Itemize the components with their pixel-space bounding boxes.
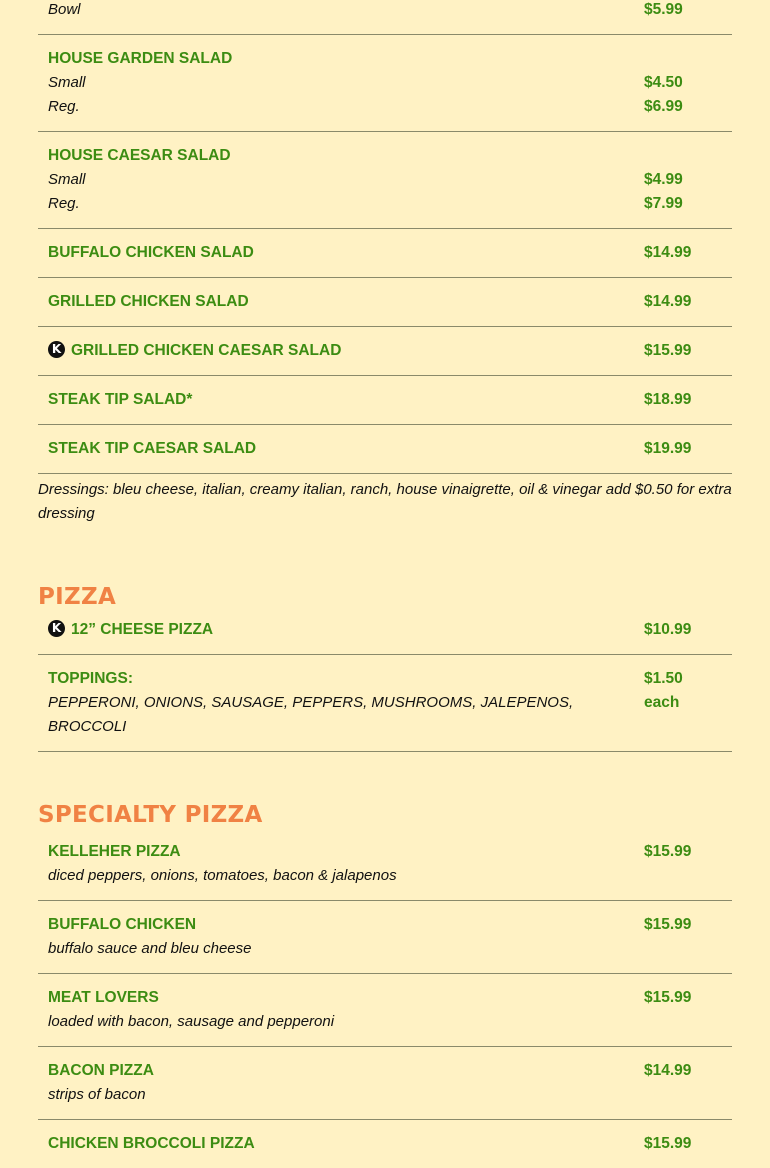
size-label-reg: Reg.	[48, 98, 80, 115]
item-name: HOUSE CAESAR SALAD	[48, 147, 231, 164]
item-name: 12” CHEESE PIZZA	[71, 621, 214, 638]
item-name: GRILLED CHICKEN CAESAR SALAD	[71, 342, 342, 359]
item-name: BACON PIZZA	[48, 1062, 154, 1079]
item-price: $19.99	[644, 440, 692, 457]
toppings-price: $1.50	[644, 670, 683, 687]
dressings-note: Dressings: bleu cheese, italian, creamy italian, ranch, house vinaigrette, oil & vinegar add $0.50 for extra dressing	[38, 481, 732, 522]
item-name: STEAK TIP CAESAR SALAD	[48, 440, 257, 457]
item-name: CHICKEN BROCCOLI PIZZA	[48, 1135, 255, 1152]
k-icon: K	[48, 620, 65, 637]
menu-row-house-garden-salad	[38, 35, 732, 132]
section-title-specialty-pizza: SPECIALTY PIZZA	[38, 802, 263, 828]
item-name: BUFFALO CHICKEN	[48, 916, 197, 933]
price-reg: $7.99	[644, 195, 683, 212]
menu-row-house-caesar-salad	[38, 132, 732, 229]
item-name: MEAT LOVERS	[48, 989, 159, 1006]
bowl-price: $5.99	[644, 1, 683, 18]
price-small: $4.50	[644, 74, 683, 91]
item-price: $10.99	[644, 621, 692, 638]
item-name: KELLEHER PIZZA	[48, 843, 181, 860]
item-name: STEAK TIP SALAD*	[48, 391, 193, 408]
menu-row-steak-tip-caesar-salad	[38, 425, 732, 474]
price-small: $4.99	[644, 171, 683, 188]
toppings-per: each	[644, 694, 680, 711]
item-name: HOUSE GARDEN SALAD	[48, 50, 233, 67]
menu-row-buffalo-chicken-pizza	[38, 901, 732, 974]
menu-row-grilled-chicken-caesar-salad	[38, 327, 732, 376]
menu-row-steak-tip-salad	[38, 376, 732, 425]
item-price: $15.99	[644, 916, 692, 933]
bowl-label: Bowl	[48, 1, 81, 18]
menu-row-bacon-pizza	[38, 1047, 732, 1120]
size-label-reg: Reg.	[48, 195, 80, 212]
k-icon: K	[48, 341, 65, 358]
item-price: $15.99	[644, 843, 692, 860]
item-price: $15.99	[644, 1135, 692, 1152]
item-description: loaded with bacon, sausage and pepperoni	[48, 1013, 335, 1030]
item-price: $15.99	[644, 989, 692, 1006]
item-description: buffalo sauce and bleu cheese	[48, 940, 252, 957]
menu-row-chicken-broccoli-pizza	[38, 1120, 732, 1168]
item-description: diced peppers, onions, tomatoes, bacon & jalapenos	[48, 867, 397, 884]
item-name: BUFFALO CHICKEN SALAD	[48, 244, 254, 261]
item-price: $14.99	[644, 244, 692, 261]
item-price: $15.99	[644, 342, 692, 359]
size-label-small: Small	[48, 74, 86, 91]
menu-row-bowl	[38, 0, 732, 35]
toppings-label: TOPPINGS:	[48, 670, 133, 687]
menu-row-grilled-chicken-salad	[38, 278, 732, 327]
item-price: $18.99	[644, 391, 692, 408]
price-reg: $6.99	[644, 98, 683, 115]
section-title-pizza: PIZZA	[38, 584, 117, 610]
item-price: $14.99	[644, 293, 692, 310]
menu-row-meat-lovers	[38, 974, 732, 1047]
size-label-small: Small	[48, 171, 86, 188]
item-description: strips of bacon	[48, 1086, 146, 1103]
menu-row-cheese-pizza	[38, 610, 732, 655]
menu-row-kelleher-pizza	[38, 828, 732, 901]
item-name: GRILLED CHICKEN SALAD	[48, 293, 249, 310]
item-price: $14.99	[644, 1062, 692, 1079]
menu-row-toppings	[38, 655, 732, 752]
menu-content	[38, 0, 732, 1168]
toppings-list: PEPPERONI, ONIONS, SAUSAGE, PEPPERS, MUSHROOMS, JALEPENOS, BROCCOLI	[48, 694, 574, 735]
menu-row-buffalo-chicken-salad	[38, 229, 732, 278]
